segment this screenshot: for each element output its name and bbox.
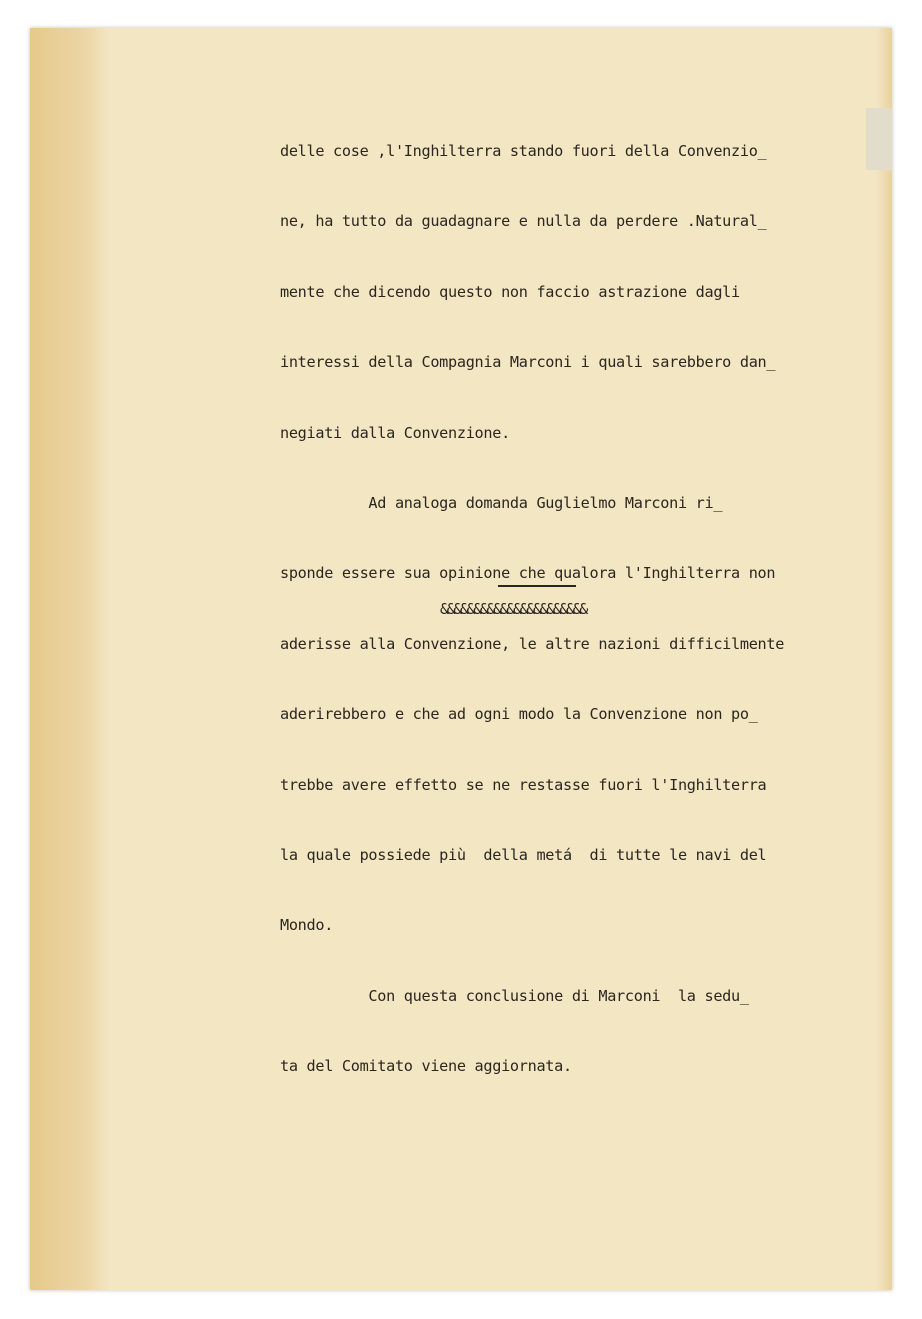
text-line: trebbe avere effetto se ne restasse fuori l'Inghilterra <box>280 775 767 794</box>
text-line: ta del Comitato viene aggiornata. <box>280 1057 572 1076</box>
text-line: Con questa conclusione di Marconi la sedu_ <box>280 986 749 1005</box>
text-line: interessi della Compagnia Marconi i quali sarebbero dan_ <box>280 353 776 372</box>
text-line: la quale possiede più della metá di tutte le navi del <box>280 845 767 864</box>
text-line: sponde essere sua opinione che qualora l'Inghilterra non <box>280 564 776 583</box>
text-line: aderisse alla Convenzione, le altre nazioni difficilmente <box>280 634 785 653</box>
paper-edge-stain <box>30 28 110 1290</box>
text-line: ne, ha tutto da guadagnare e nulla da perdere .Natural_ <box>280 212 767 231</box>
text-line: Mondo. <box>280 916 334 935</box>
text-line: aderirebbero e che ad ogni modo la Convenzione non po_ <box>280 705 758 724</box>
section-divider <box>498 585 576 587</box>
text-line: delle cose ,l'Inghilterra stando fuori della Convenzio_ <box>280 142 767 160</box>
text-line: mente che dicendo questo non faccio astrazione dagli <box>280 282 740 301</box>
text-line: Ad analoga domanda Guglielmo Marconi ri_ <box>280 493 723 512</box>
ampersand-separator: &&&&&&&&&&&&&&&&&&&&&& <box>440 600 586 618</box>
text-line: negiati dalla Convenzione. <box>280 423 510 442</box>
